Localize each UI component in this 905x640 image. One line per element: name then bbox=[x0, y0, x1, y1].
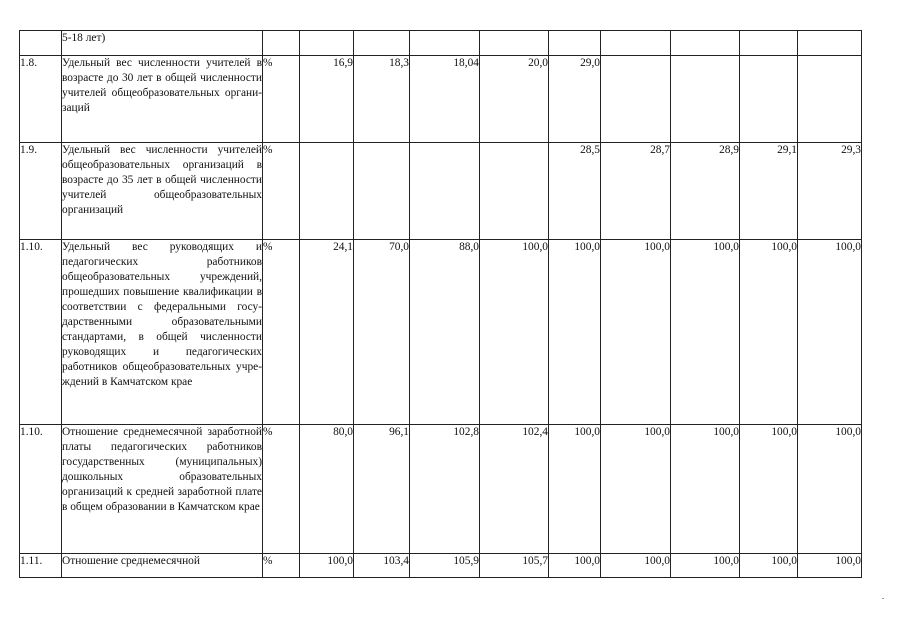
unit-cell bbox=[263, 31, 300, 56]
unit-cell: % bbox=[263, 240, 300, 425]
table-row bbox=[20, 56, 862, 143]
value-cell: 20,0 bbox=[480, 56, 549, 143]
value-cell bbox=[601, 56, 671, 143]
unit-cell: % bbox=[263, 56, 300, 143]
value-cell: 100,0 bbox=[798, 240, 862, 425]
value-cell: 29,0 bbox=[549, 56, 601, 143]
value-cell: 100,0 bbox=[480, 240, 549, 425]
table-row bbox=[20, 425, 862, 554]
value-cell: 100,0 bbox=[549, 554, 601, 578]
value-cell bbox=[300, 31, 354, 56]
value-cell bbox=[740, 56, 798, 143]
value-cell bbox=[549, 31, 601, 56]
value-cell: 28,7 bbox=[601, 143, 671, 240]
indicator-name: Отношение среднемесячной заработной платы педагогических работников государственных (муниципальных) дошкольных образовательных организаций к средней заработной плате в общем образовании в Камчатском крае bbox=[62, 425, 263, 554]
value-cell: 24,1 bbox=[300, 240, 354, 425]
row-number: 1.9. bbox=[20, 143, 62, 240]
value-cell: 100,0 bbox=[601, 554, 671, 578]
value-cell bbox=[798, 56, 862, 143]
value-cell: 102,8 bbox=[410, 425, 480, 554]
row-number: 1.11. bbox=[20, 554, 62, 578]
value-cell: 28,5 bbox=[549, 143, 601, 240]
row-number: 1.10. bbox=[20, 240, 62, 425]
value-cell: 105,7 bbox=[480, 554, 549, 578]
value-cell: 29,3 bbox=[798, 143, 862, 240]
value-cell: 28,9 bbox=[671, 143, 740, 240]
value-cell: 102,4 bbox=[480, 425, 549, 554]
row-number: 1.8. bbox=[20, 56, 62, 143]
value-cell: 100,0 bbox=[300, 554, 354, 578]
table-row bbox=[20, 554, 862, 578]
indicator-name: Удельный вес руководящих и педагогических работников общеобразовательных учреждений, прошедших повышение квалификации в соответствии с федеральными государственными образовательными стандартами, в общей численности руководящих и педагогических работников общеобразовательных учреждений в Камчатском крае bbox=[62, 240, 263, 425]
value-cell: 100,0 bbox=[549, 425, 601, 554]
value-cell bbox=[671, 31, 740, 56]
table-row bbox=[20, 143, 862, 240]
value-cell: 100,0 bbox=[740, 554, 798, 578]
value-cell: 100,0 bbox=[798, 425, 862, 554]
indicators-table bbox=[19, 30, 862, 578]
value-cell: 100,0 bbox=[671, 425, 740, 554]
value-cell: 18,3 bbox=[354, 56, 410, 143]
scan-speck bbox=[882, 598, 884, 599]
value-cell: 105,9 bbox=[410, 554, 480, 578]
row-number: 1.10. bbox=[20, 425, 62, 554]
value-cell bbox=[300, 143, 354, 240]
value-cell: 100,0 bbox=[601, 240, 671, 425]
value-cell bbox=[740, 31, 798, 56]
indicator-name: 5-18 лет) bbox=[62, 31, 263, 56]
value-cell: 96,1 bbox=[354, 425, 410, 554]
value-cell: 88,0 bbox=[410, 240, 480, 425]
value-cell: 103,4 bbox=[354, 554, 410, 578]
unit-cell: % bbox=[263, 554, 300, 578]
value-cell: 70,0 bbox=[354, 240, 410, 425]
indicator-name: Удельный вес численности учителей общеобразовательных организаций в возрасте до 35 лет в общей численности учителей общеобразовательных организаций bbox=[62, 143, 263, 240]
value-cell bbox=[671, 56, 740, 143]
value-cell: 29,1 bbox=[740, 143, 798, 240]
value-cell bbox=[480, 31, 549, 56]
value-cell bbox=[798, 31, 862, 56]
table-row bbox=[20, 240, 862, 425]
value-cell bbox=[601, 31, 671, 56]
indicator-name: Отношение среднемесячной bbox=[62, 554, 263, 578]
value-cell: 100,0 bbox=[671, 554, 740, 578]
value-cell: 18,04 bbox=[410, 56, 480, 143]
value-cell: 100,0 bbox=[740, 425, 798, 554]
value-cell bbox=[354, 31, 410, 56]
value-cell bbox=[410, 143, 480, 240]
value-cell: 100,0 bbox=[601, 425, 671, 554]
value-cell bbox=[354, 143, 410, 240]
unit-cell: % bbox=[263, 143, 300, 240]
indicator-name: Удельный вес численности учителей в возрасте до 30 лет в общей численности учителей общеобразовательных организаций bbox=[62, 56, 263, 143]
unit-cell: % bbox=[263, 425, 300, 554]
value-cell: 100,0 bbox=[549, 240, 601, 425]
value-cell: 80,0 bbox=[300, 425, 354, 554]
value-cell bbox=[480, 143, 549, 240]
value-cell: 100,0 bbox=[671, 240, 740, 425]
value-cell: 100,0 bbox=[798, 554, 862, 578]
value-cell: 16,9 bbox=[300, 56, 354, 143]
value-cell bbox=[410, 31, 480, 56]
row-number bbox=[20, 31, 62, 56]
value-cell: 100,0 bbox=[740, 240, 798, 425]
table-row bbox=[20, 31, 862, 56]
